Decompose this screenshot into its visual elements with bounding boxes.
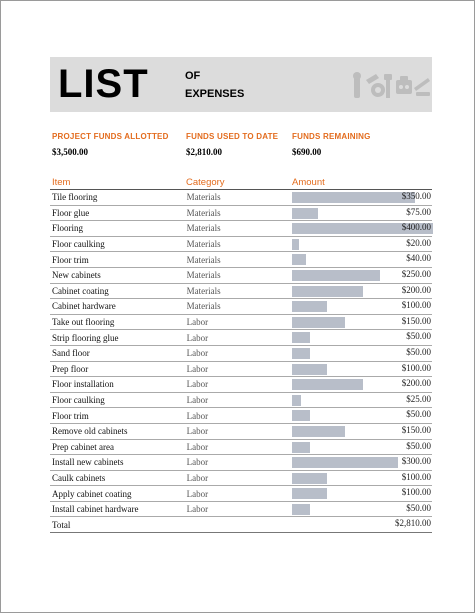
amount-bar: [292, 488, 327, 499]
amount-bar: [292, 379, 363, 390]
row-item[interactable]: Prep cabinet area: [50, 439, 187, 455]
total-amount: $2,810.00: [395, 518, 431, 529]
amount-bar: [292, 364, 327, 375]
row-amount-cell[interactable]: [292, 470, 432, 486]
amount-bar: [292, 348, 310, 359]
row-amount: $200.00: [401, 284, 431, 295]
row-item[interactable]: Floor caulking: [50, 392, 187, 408]
table-row[interactable]: [50, 501, 432, 517]
row-category[interactable]: Labor: [187, 377, 292, 393]
row-item[interactable]: Strip flooring glue: [50, 330, 187, 346]
table-row[interactable]: [50, 299, 432, 315]
row-amount: $20.00: [406, 237, 431, 248]
row-amount-cell[interactable]: [292, 486, 432, 502]
row-item[interactable]: Install new cabinets: [50, 455, 187, 471]
row-amount-cell[interactable]: [292, 236, 432, 252]
row-amount: $200.00: [401, 378, 431, 389]
row-item[interactable]: Floor installation: [50, 377, 187, 393]
row-category[interactable]: Materials: [187, 299, 292, 315]
funds-remaining-label: FUNDS REMAINING: [292, 132, 371, 141]
total-label: Total: [50, 517, 187, 533]
row-amount: $300.00: [401, 456, 431, 467]
table-row[interactable]: [50, 361, 432, 377]
row-category[interactable]: Materials: [187, 190, 292, 205]
row-item[interactable]: Caulk cabinets: [50, 470, 187, 486]
amount-bar: [292, 473, 327, 484]
table-row[interactable]: [50, 267, 432, 283]
amount-bar: [292, 239, 299, 250]
total-spacer: [187, 517, 292, 533]
table-row[interactable]: [50, 470, 432, 486]
row-amount-cell[interactable]: [292, 501, 432, 517]
row-category[interactable]: Labor: [187, 408, 292, 424]
page-title: LIST: [58, 62, 149, 106]
row-item[interactable]: Take out flooring: [50, 314, 187, 330]
row-amount: $50.00: [406, 440, 431, 451]
table-row[interactable]: [50, 205, 432, 221]
table-row[interactable]: [50, 236, 432, 252]
expense-table: [50, 190, 432, 533]
amount-bar: [292, 254, 306, 265]
page-subtitle-of: OF: [185, 70, 201, 82]
table-row[interactable]: [50, 408, 432, 424]
row-item[interactable]: Floor glue: [50, 205, 187, 221]
row-item[interactable]: Sand floor: [50, 345, 187, 361]
row-amount-cell[interactable]: [292, 361, 432, 377]
row-category[interactable]: Labor: [187, 423, 292, 439]
amount-bar: [292, 410, 310, 421]
tools-icon: [352, 70, 432, 102]
amount-bar: [292, 504, 310, 515]
table-row[interactable]: [50, 190, 432, 205]
row-category[interactable]: Labor: [187, 330, 292, 346]
funds-remaining-value: $690.00: [292, 147, 322, 157]
table-row[interactable]: [50, 486, 432, 502]
row-item[interactable]: Floor caulking: [50, 236, 187, 252]
row-amount: $350.00: [401, 191, 431, 201]
funds-allotted-label: PROJECT FUNDS ALLOTTED: [52, 132, 169, 141]
row-item[interactable]: Tile flooring: [50, 190, 187, 205]
amount-bar: [292, 317, 345, 328]
total-row: [50, 517, 432, 533]
row-amount: $150.00: [401, 315, 431, 326]
row-amount-cell[interactable]: [292, 423, 432, 439]
row-item[interactable]: Cabinet hardware: [50, 299, 187, 315]
row-category[interactable]: Labor: [187, 470, 292, 486]
row-amount: $400.00: [401, 222, 431, 233]
amount-bar: [292, 395, 301, 406]
row-category[interactable]: Materials: [187, 221, 292, 237]
row-amount: $100.00: [401, 300, 431, 311]
row-amount: $100.00: [401, 487, 431, 498]
column-header-category[interactable]: Category: [186, 177, 225, 188]
row-category[interactable]: Materials: [187, 267, 292, 283]
row-category[interactable]: Materials: [187, 236, 292, 252]
column-header-amount[interactable]: Amount: [292, 177, 325, 188]
row-category[interactable]: Labor: [187, 361, 292, 377]
row-category[interactable]: Labor: [187, 486, 292, 502]
row-item[interactable]: Floor trim: [50, 252, 187, 268]
funds-used-value: $2,810.00: [186, 147, 222, 157]
row-category[interactable]: Labor: [187, 392, 292, 408]
row-item[interactable]: Apply cabinet coating: [50, 486, 187, 502]
row-category[interactable]: Labor: [187, 439, 292, 455]
row-amount-cell[interactable]: [292, 345, 432, 361]
amount-bar: [292, 301, 327, 312]
row-category[interactable]: Materials: [187, 205, 292, 221]
row-category[interactable]: Materials: [187, 252, 292, 268]
row-amount-cell[interactable]: [292, 252, 432, 268]
row-amount: $50.00: [406, 331, 431, 342]
row-amount-cell[interactable]: [292, 330, 432, 346]
row-amount-cell[interactable]: [292, 392, 432, 408]
title-banner: [50, 57, 432, 112]
funds-used-label: FUNDS USED TO DATE: [186, 132, 279, 141]
row-item[interactable]: Cabinet coating: [50, 283, 187, 299]
row-item[interactable]: Flooring: [50, 221, 187, 237]
row-item[interactable]: Remove old cabinets: [50, 423, 187, 439]
row-amount: $100.00: [401, 362, 431, 373]
row-amount: $40.00: [406, 253, 431, 264]
row-amount: $50.00: [406, 346, 431, 357]
row-amount-cell[interactable]: [292, 314, 432, 330]
row-amount-cell[interactable]: [292, 221, 432, 237]
row-category[interactable]: Labor: [187, 455, 292, 471]
row-item[interactable]: Install cabinet hardware: [50, 501, 187, 517]
total-amount-cell: [292, 517, 432, 533]
row-amount: $50.00: [406, 502, 431, 513]
row-category[interactable]: Materials: [187, 283, 292, 299]
table-row[interactable]: [50, 283, 432, 299]
row-amount-cell[interactable]: [292, 439, 432, 455]
amount-bar: [292, 208, 318, 219]
table-row[interactable]: [50, 330, 432, 346]
row-amount: $25.00: [406, 393, 431, 404]
row-amount-cell[interactable]: [292, 283, 432, 299]
table-row[interactable]: [50, 252, 432, 268]
amount-bar: [292, 426, 345, 437]
table-row[interactable]: [50, 377, 432, 393]
table-row[interactable]: [50, 314, 432, 330]
row-item[interactable]: Prep floor: [50, 361, 187, 377]
row-amount: $50.00: [406, 409, 431, 420]
row-category[interactable]: Labor: [187, 501, 292, 517]
expense-table-body: [50, 190, 432, 533]
row-amount-cell[interactable]: [292, 455, 432, 471]
row-amount: $75.00: [406, 206, 431, 217]
row-category[interactable]: Labor: [187, 345, 292, 361]
row-amount-cell[interactable]: [292, 205, 432, 221]
row-amount: $150.00: [401, 424, 431, 435]
table-row[interactable]: [50, 345, 432, 361]
amount-bar: [292, 457, 398, 468]
row-amount-cell[interactable]: [292, 299, 432, 315]
row-item[interactable]: New cabinets: [50, 267, 187, 283]
table-row[interactable]: [50, 423, 432, 439]
amount-bar: [292, 192, 415, 203]
table-row[interactable]: [50, 455, 432, 471]
amount-bar: [292, 332, 310, 343]
table-row[interactable]: [50, 392, 432, 408]
funds-allotted-value: $3,500.00: [52, 147, 88, 157]
page-subtitle-expenses: EXPENSES: [185, 88, 245, 100]
row-amount: $100.00: [401, 471, 431, 482]
amount-bar: [292, 270, 380, 281]
row-amount-cell[interactable]: [292, 267, 432, 283]
row-amount: $250.00: [401, 268, 431, 279]
column-header-item[interactable]: Item: [52, 177, 71, 188]
table-row[interactable]: [50, 439, 432, 455]
row-amount-cell[interactable]: [292, 408, 432, 424]
row-item[interactable]: Floor trim: [50, 408, 187, 424]
row-amount-cell[interactable]: [292, 377, 432, 393]
row-amount-cell[interactable]: [292, 190, 432, 205]
amount-bar: [292, 286, 363, 297]
row-category[interactable]: Labor: [187, 314, 292, 330]
amount-bar: [292, 442, 310, 453]
table-row[interactable]: [50, 221, 432, 237]
